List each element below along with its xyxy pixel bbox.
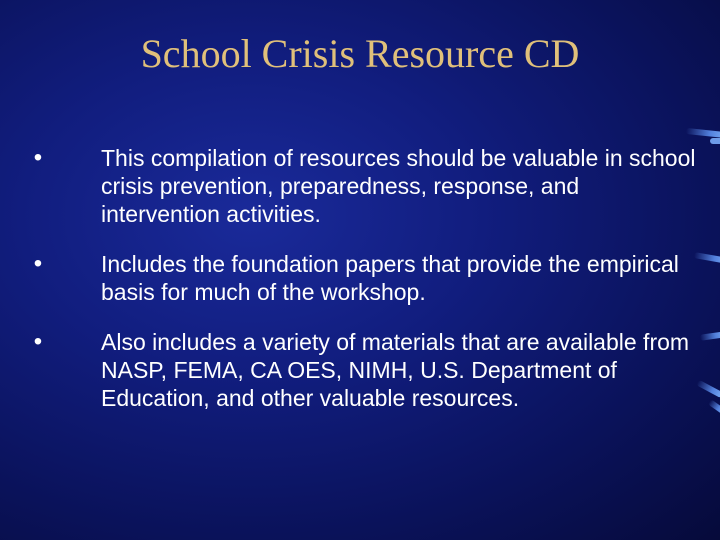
bullet-text: Includes the foundation papers that provide the empirical basis for much of the workshop. (101, 251, 679, 305)
bullet-text: Also includes a variety of materials that are available from NASP, FEMA, CA OES, NIMH, U.S. Department of Education, and other valuable resources. (101, 329, 690, 411)
bullet-text: This compilation of resources should be valuable in school crisis prevention, preparedness, response, and intervention activities. (101, 145, 696, 227)
bullet-marker: • (33, 250, 43, 277)
slide-title: School Crisis Resource CD (140, 31, 580, 76)
bullet-item (28, 250, 708, 306)
bullet-list (28, 144, 708, 434)
bullet-marker: • (33, 328, 43, 355)
bullet-item (28, 144, 708, 228)
bullet-marker: • (33, 144, 43, 171)
decorative-streak (710, 138, 720, 144)
bullet-item (28, 328, 708, 412)
decorative-streak (686, 128, 720, 138)
decorative-streak (708, 399, 720, 414)
